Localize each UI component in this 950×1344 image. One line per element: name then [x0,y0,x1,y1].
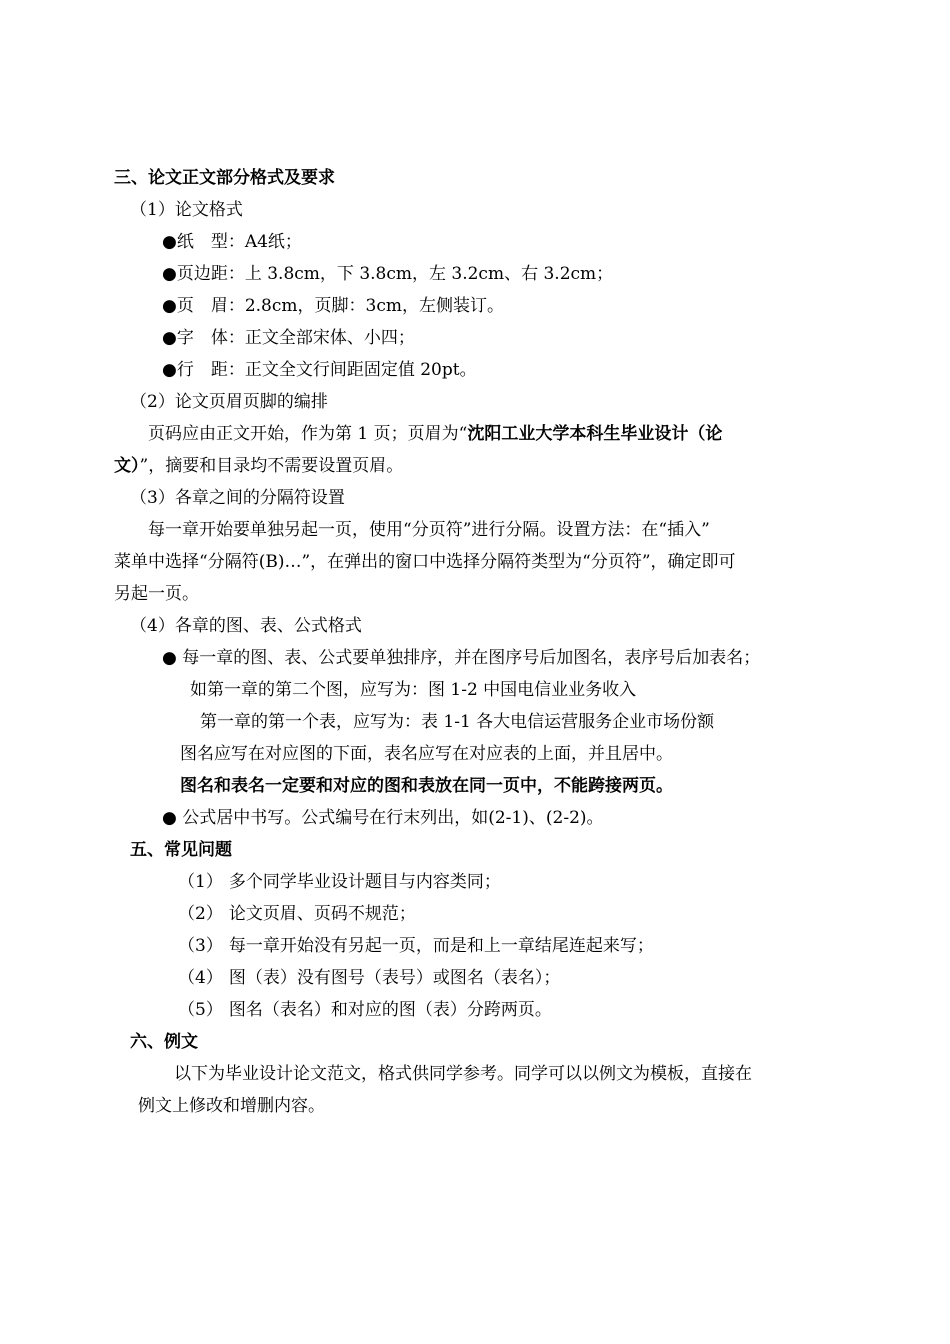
problem-number: （1） [178,872,223,892]
caption-same-page-note: 图名和表名一定要和对应的图和表放在同一页中，不能跨接两页。 [180,776,673,796]
section-3-heading: 三、论文正文部分格式及要求 [114,168,335,188]
example-paragraph-line-1: 以下为毕业设计论文范文，格式供同学参考。同学可以以例文为模板，直接在 [174,1064,752,1084]
header-paragraph-bold: 沈阳工业大学本科生毕业设计（论 [467,424,723,444]
format-item-header: ●页 眉：2.8cm，页脚：3cm，左侧装订。 [162,296,504,316]
table-example-1: 第一章的第一个表，应写为：表 1-1 各大电信运营服务企业市场份额 [200,712,715,732]
break-paragraph-line-3: 另起一页。 [114,584,199,604]
problem-number: （5） [178,1000,223,1020]
problem-item-3 [178,934,654,958]
problem-text: 每一章开始没有另起一页，而是和上一章结尾连起来写； [228,936,654,956]
problem-item-1 [178,870,501,894]
problem-number: （4） [178,968,223,988]
break-paragraph-line-2: 菜单中选择“分隔符(B)…”，在弹出的窗口中选择分隔符类型为“分页符”，确定即可 [114,552,736,572]
example-paragraph-line-2: 例文上修改和增删内容。 [138,1096,325,1116]
header-paragraph-line-2 [114,454,403,478]
problem-text: 图名（表名）和对应的图（表）分跨两页。 [228,1000,552,1020]
figure-bullet-1: ● 每一章的图、表、公式要单独排序，并在图序号后加图名，表序号后加表名； [162,648,761,668]
header-paragraph-line-1 [148,422,722,446]
problem-text: 论文页眉、页码不规范； [228,904,416,924]
subsection-2-title: （2）论文页眉页脚的编排 [130,392,328,412]
problem-item-2 [178,902,416,926]
problem-text: 多个同学毕业设计题目与内容类同； [228,872,501,892]
break-paragraph-line-1: 每一章开始要单独另起一页，使用“分页符”进行分隔。设置方法：在“插入” [148,520,710,540]
format-item-spacing: ●行 距：正文全文行间距固定值 20pt。 [162,360,477,380]
header-paragraph-text: 页码应由正文开始，作为第 1 页；页眉为“ [148,424,468,444]
problem-number: （2） [178,904,223,924]
section-5-heading: 五、常见问题 [130,840,232,860]
format-item-margins: ●页边距：上 3.8cm，下 3.8cm，左 3.2cm、右 3.2cm； [162,264,614,284]
header-paragraph-tail: ”，摘要和目录均不需要设置页眉。 [139,456,404,476]
subsection-3-title: （3）各章之间的分隔符设置 [130,488,345,508]
formula-bullet: ● 公式居中书写。公式编号在行末列出，如(2-1)、(2-2)。 [162,808,604,828]
header-paragraph-bold-end: 文） [114,456,140,476]
format-item-paper: ●纸 型：A4纸； [162,232,302,252]
problem-item-4 [178,966,560,990]
problem-number: （3） [178,936,223,956]
figure-example-1: 如第一章的第二个图，应写为：图 1-2 中国电信业业务收入 [190,680,637,700]
subsection-1-title: （1）论文格式 [130,200,243,220]
problem-text: 图（表）没有图号（表号）或图名（表名）； [228,968,561,988]
subsection-4-title: （4）各章的图、表、公式格式 [130,616,362,636]
section-6-heading: 六、例文 [130,1032,198,1052]
caption-placement-note: 图名应写在对应图的下面，表名应写在对应表的上面，并且居中。 [180,744,673,764]
format-item-font: ●字 体：正文全部宋体、小四； [162,328,415,348]
problem-item-5 [178,998,552,1022]
